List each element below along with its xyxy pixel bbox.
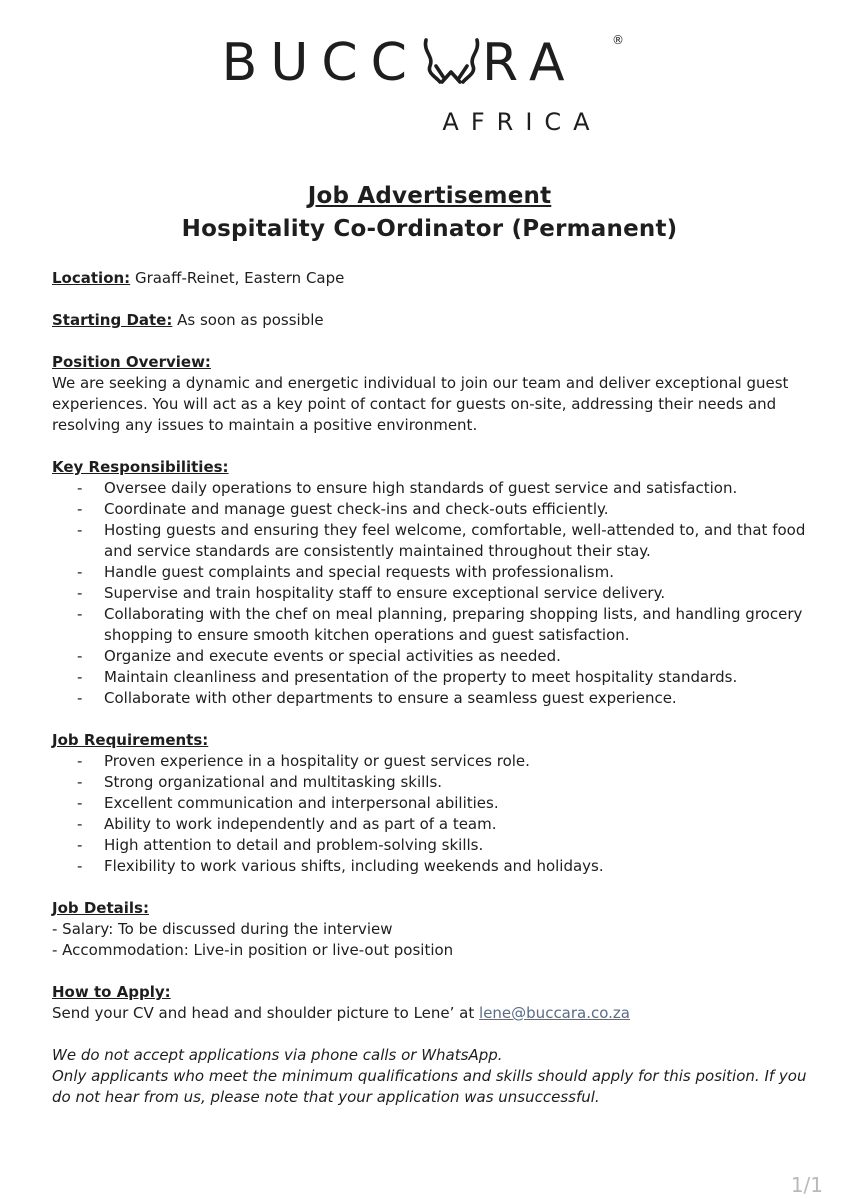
list-item: - Handle guest complaints and special requests with professionalism. <box>77 563 614 581</box>
starting-date-label: Starting Date: <box>52 311 173 329</box>
starting-date-value: As soon as possible <box>177 311 324 329</box>
accommodation-line: - Accommodation: Live-in position or live-out position <box>52 941 454 959</box>
overview-text: We are seeking a dynamic and energetic individual to join our team and deliver exceptional guest experiences. You will act as a key point of contact for guests on-site, addressing their needs and resolving any issues to maintain a positive environment. <box>52 374 789 434</box>
list-item: - Flexibility to work various shifts, including weekends and holidays. <box>77 857 604 875</box>
details-section <box>52 898 812 961</box>
logo-letters-left: BUCC <box>221 33 420 93</box>
logo-subtitle: AFRICA <box>441 108 602 136</box>
list-item: - Organize and execute events or special activities as needed. <box>77 647 561 665</box>
logo-letters-right: RA <box>481 33 578 93</box>
list-item: - Oversee daily operations to ensure high standards of guest service and satisfaction. <box>77 479 738 497</box>
overview-section <box>52 352 812 436</box>
document-title: Job Advertisement <box>307 183 552 209</box>
email-link[interactable]: lene@buccara.co.za <box>479 1004 630 1022</box>
details-label: Job Details: <box>52 899 149 917</box>
list-item: - Maintain cleanliness and presentation of the property to meet hospitality standards. <box>77 668 738 686</box>
list-item: - Excellent communication and interpersonal abilities. <box>77 794 499 812</box>
starting-date-line <box>52 310 812 331</box>
list-item: - High attention to detail and problem-solving skills. <box>77 836 484 854</box>
list-item: - Proven experience in a hospitality or guest services role. <box>77 752 530 770</box>
list-item: - Hosting guests and ensuring they feel welcome, comfortable, well-attended to, and that food and service standards are consistently maintained throughout their stay. <box>77 521 806 560</box>
company-logo <box>0 22 859 142</box>
title-block <box>0 180 859 246</box>
salary-line: - Salary: To be discussed during the interview <box>52 920 393 938</box>
overview-label: Position Overview: <box>52 353 211 371</box>
responsibilities-label: Key Responsibilities: <box>52 458 229 476</box>
location-line <box>52 268 812 289</box>
registered-mark: ® <box>611 33 624 47</box>
location-value: Graaff-Reinet, Eastern Cape <box>134 269 345 287</box>
apply-section <box>52 982 812 1024</box>
list-item: - Collaborating with the chef on meal planning, preparing shopping lists, and handling grocery shopping to ensure smooth kitchen operations and guest satisfaction. <box>77 605 803 644</box>
apply-text: Send your CV and head and shoulder picture to Lene’ at <box>52 1004 475 1022</box>
location-label: Location: <box>52 269 131 287</box>
list-item: - Collaborate with other departments to ensure a seamless guest experience. <box>77 689 677 707</box>
list-item: - Ability to work independently and as part of a team. <box>77 815 497 833</box>
requirements-list <box>52 751 812 877</box>
list-item: - Supervise and train hospitality staff to ensure exceptional service delivery. <box>77 584 666 602</box>
responsibilities-list <box>52 478 812 709</box>
list-item: - Coordinate and manage guest check-ins and check-outs efficiently. <box>77 500 609 518</box>
notice-line-2: Only applicants who meet the minimum qualifications and skills should apply for this position. If you do not hear from us, please note that your application was unsuccessful. <box>52 1067 807 1106</box>
list-item: - Strong organizational and multitasking skills. <box>77 773 443 791</box>
page-indicator: 1/1 <box>790 1173 823 1197</box>
notice-line-1: We do not accept applications via phone calls or WhatsApp. <box>52 1046 503 1064</box>
apply-label: How to Apply: <box>52 983 171 1001</box>
document-body <box>52 268 812 1108</box>
requirements-label: Job Requirements: <box>52 731 209 749</box>
notice-section <box>52 1045 812 1108</box>
job-title: Hospitality Co-Ordinator (Permanent) <box>181 216 678 242</box>
kudu-horns-icon <box>425 40 477 82</box>
